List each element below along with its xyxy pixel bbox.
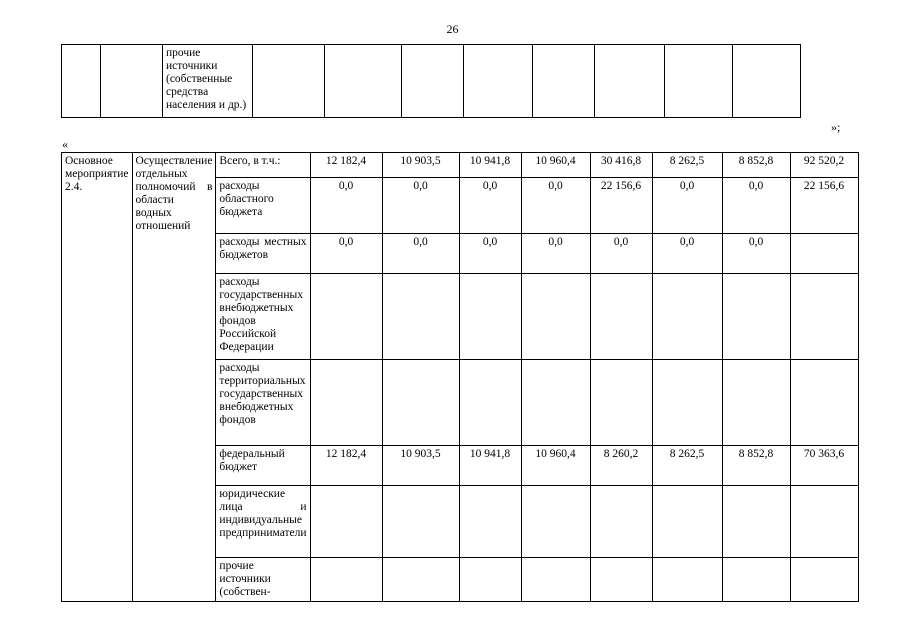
value-cell: [459, 360, 521, 446]
value-cell: 0,0: [459, 178, 521, 234]
measure-code: Основное мероприятие 2.4.: [62, 153, 133, 602]
value-cell: 0,0: [382, 178, 459, 234]
value-cell: [521, 360, 590, 446]
row-label: расходы государственных внебюджетных фондов Российской Федерации: [216, 274, 310, 360]
value-cell: [652, 360, 722, 446]
value-cell: 10 941,8: [459, 153, 521, 178]
value-cell: [590, 558, 652, 602]
value-cell: [382, 486, 459, 558]
empty-cell: [402, 45, 464, 118]
value-cell: 10 941,8: [459, 446, 521, 486]
value-cell: 0,0: [310, 234, 382, 274]
empty-cell: [62, 45, 101, 118]
row-label: Всего, в т.ч.:: [216, 153, 310, 178]
value-cell: 12 182,4: [310, 446, 382, 486]
empty-cell: [533, 45, 595, 118]
value-cell: [790, 486, 858, 558]
value-cell: 8 852,8: [722, 446, 790, 486]
value-cell: [790, 360, 858, 446]
value-cell: [310, 558, 382, 602]
value-cell: 0,0: [521, 178, 590, 234]
empty-cell: [101, 45, 163, 118]
value-cell: [310, 274, 382, 360]
empty-cell: [325, 45, 402, 118]
row-label: прочие источники (собствен-: [216, 558, 310, 602]
funding-table: [61, 152, 859, 602]
value-cell: 0,0: [310, 178, 382, 234]
value-cell: 10 903,5: [382, 153, 459, 178]
value-cell: [310, 360, 382, 446]
empty-cell: [253, 45, 325, 118]
value-cell: [722, 558, 790, 602]
value-cell: [652, 558, 722, 602]
value-cell: 0,0: [521, 234, 590, 274]
opening-quote: «: [62, 137, 68, 151]
measure-name: Осуществление отдельных полномочий в области водных отношений: [132, 153, 216, 602]
value-cell: 0,0: [459, 234, 521, 274]
value-cell: [459, 558, 521, 602]
value-cell: [382, 274, 459, 360]
value-cell: 0,0: [652, 178, 722, 234]
value-cell: [382, 360, 459, 446]
value-cell: [521, 486, 590, 558]
empty-cell: [733, 45, 801, 118]
value-cell: 0,0: [652, 234, 722, 274]
value-cell: [521, 274, 590, 360]
value-cell: [459, 274, 521, 360]
value-cell: 22 156,6: [790, 178, 858, 234]
value-cell: [652, 486, 722, 558]
value-cell: [590, 360, 652, 446]
value-cell: 8 262,5: [652, 446, 722, 486]
value-cell: [590, 486, 652, 558]
value-cell: [382, 558, 459, 602]
table-row: [62, 45, 801, 118]
value-cell: [790, 558, 858, 602]
value-cell: 22 156,6: [590, 178, 652, 234]
page-number: 26: [446, 22, 459, 36]
value-cell: 0,0: [590, 234, 652, 274]
value-cell: 92 520,2: [790, 153, 858, 178]
previous-table-fragment: [61, 44, 801, 118]
closing-quote: »;: [831, 120, 841, 134]
empty-cell: [595, 45, 665, 118]
table-row: [62, 153, 859, 178]
value-cell: 30 416,8: [590, 153, 652, 178]
value-cell: 0,0: [382, 234, 459, 274]
value-cell: [722, 486, 790, 558]
value-cell: 10 960,4: [521, 153, 590, 178]
row-label: расходы областного бюджета: [216, 178, 310, 234]
value-cell: 12 182,4: [310, 153, 382, 178]
value-cell: [310, 486, 382, 558]
empty-cell: [665, 45, 733, 118]
value-cell: [652, 274, 722, 360]
value-cell: [790, 234, 858, 274]
row-label: расходы территориальных государственных внебюджетных фондов: [216, 360, 310, 446]
value-cell: 8 260,2: [590, 446, 652, 486]
value-cell: [521, 558, 590, 602]
value-cell: 0,0: [722, 234, 790, 274]
value-cell: [590, 274, 652, 360]
value-cell: 8 262,5: [652, 153, 722, 178]
row-label: расходы местных бюджетов: [216, 234, 310, 274]
value-cell: [722, 274, 790, 360]
value-cell: 70 363,6: [790, 446, 858, 486]
row-label: федеральный бюджет: [216, 446, 310, 486]
value-cell: 0,0: [722, 178, 790, 234]
value-cell: 10 960,4: [521, 446, 590, 486]
value-cell: 10 903,5: [382, 446, 459, 486]
row-label: юридические лица и индивидуальные предприниматели: [216, 486, 310, 558]
value-cell: [722, 360, 790, 446]
source-label: прочие источники (собственные средства населения и др.): [163, 45, 253, 118]
value-cell: 8 852,8: [722, 153, 790, 178]
value-cell: [459, 486, 521, 558]
empty-cell: [464, 45, 533, 118]
value-cell: [790, 274, 858, 360]
